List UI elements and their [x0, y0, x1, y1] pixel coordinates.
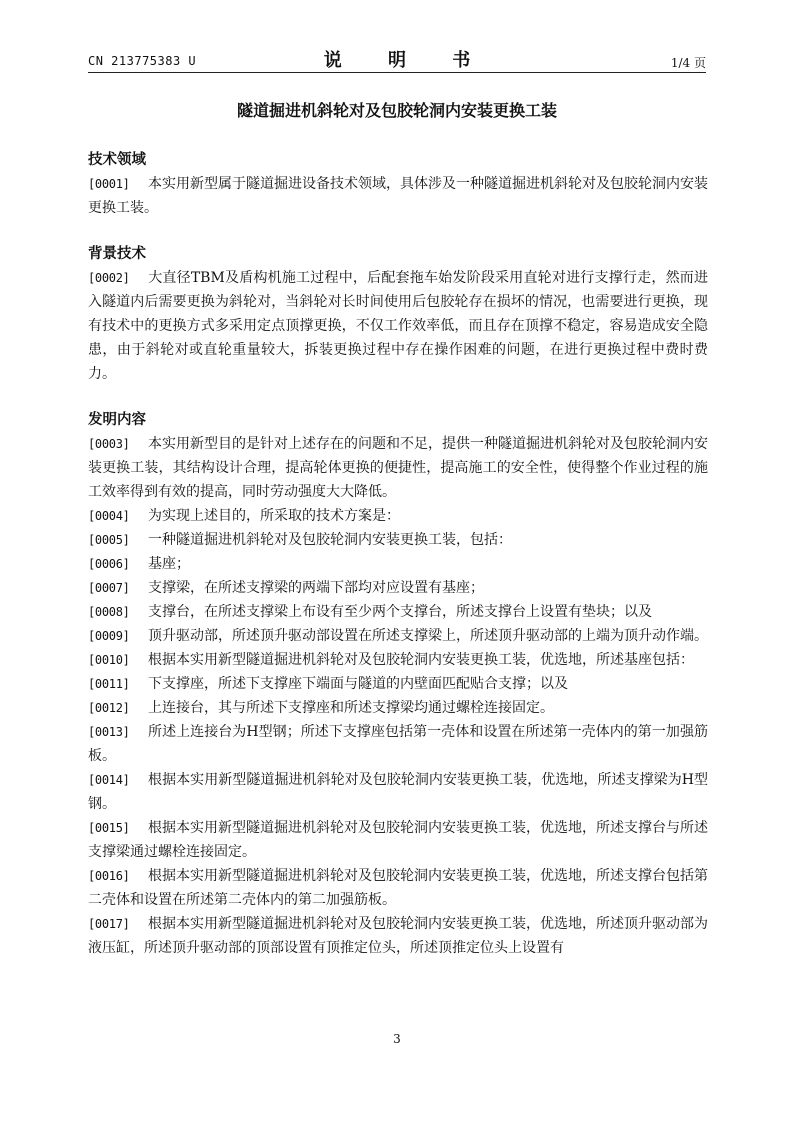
paragraph-number: [0016] [88, 869, 130, 883]
document-body [88, 148, 708, 960]
paragraph-text: 根据本实用新型隧道掘进机斜轮对及包胶轮洞内安装更换工装，优选地，所述支撑台与所述支撑梁通过螺栓连接固定。 [88, 820, 708, 860]
paragraph-number: [0017] [88, 917, 130, 931]
paragraph-number: [0013] [88, 725, 130, 739]
paragraph-number: [0001] [88, 177, 130, 191]
paragraph-number: [0012] [88, 701, 130, 715]
page-header [88, 46, 706, 71]
section-heading: 技术领域 [88, 152, 146, 168]
paragraph-text: 基座； [148, 556, 190, 572]
paragraph-number: [0009] [88, 629, 130, 643]
page-number: 3 [393, 1032, 401, 1046]
section-heading: 发明内容 [88, 412, 146, 428]
paragraph-text: 大直径TBM及盾构机施工过程中，后配套拖车始发阶段采用直轮对进行支撑行走，然而进入隧道内后需要更换为斜轮对，当斜轮对长时间使用后包胶轮存在损坏的情况，也需要进行更换，现有技术中的更换方式多采用定点顶撑更换，不仅工作效率低，而且存在顶撑不稳定，容易造成安全隐患，由于斜轮对或直轮重量较大，拆装更换过程中存在操作困难的问题，在进行更换过程中费时费力。 [88, 270, 708, 382]
paragraph-text: 本实用新型属于隧道掘进设备技术领域，具体涉及一种隧道掘进机斜轮对及包胶轮洞内安装更换工装。 [88, 176, 708, 216]
paragraph-text: 根据本实用新型隧道掘进机斜轮对及包胶轮洞内安装更换工装，优选地，所述支撑台包括第二壳体和设置在所述第二壳体内的第二加强筋板。 [88, 868, 708, 908]
paragraph [88, 600, 708, 624]
paragraph-number: [0006] [88, 557, 130, 571]
document-title: 隧道掘进机斜轮对及包胶轮洞内安装更换工装 [236, 101, 557, 120]
paragraph-number: [0011] [88, 677, 130, 691]
paragraph [88, 864, 708, 912]
paragraph [88, 266, 708, 386]
paragraph-number: [0007] [88, 581, 130, 595]
paragraph-text: 为实现上述目的，所采取的技术方案是： [148, 508, 400, 524]
paragraph-text: 根据本实用新型隧道掘进机斜轮对及包胶轮洞内安装更换工装，优选地，所述支撑梁为H型钢。 [88, 772, 708, 812]
paragraph-number: [0002] [88, 271, 130, 285]
paragraph-text: 所述上连接台为H型钢；所述下支撑座包括第一壳体和设置在所述第一壳体内的第一加强筋板。 [88, 724, 708, 764]
paragraph [88, 552, 708, 576]
paragraph-text: 下支撑座，所述下支撑座下端面与隧道的内壁面匹配贴合支撑；以及 [148, 676, 568, 692]
paragraph [88, 912, 708, 960]
paragraph [88, 504, 708, 528]
paragraph-text: 上连接台，其与所述下支撑座和所述支撑梁均通过螺栓连接固定。 [148, 700, 554, 716]
section-spacer [88, 386, 708, 408]
patent-number: CN 213775383 U [88, 54, 197, 68]
paragraph [88, 432, 708, 504]
page-indicator: 1/4 页 [670, 56, 706, 70]
paragraph [88, 624, 708, 648]
paragraph-text: 顶升驱动部，所述顶升驱动部设置在所述支撑梁上，所述顶升驱动部的上端为顶升动作端。 [148, 628, 708, 644]
paragraph-text: 支撑梁，在所述支撑梁的两端下部均对应设置有基座； [148, 580, 484, 596]
paragraph [88, 172, 708, 220]
paragraph-number: [0010] [88, 653, 130, 667]
paragraph-text: 根据本实用新型隧道掘进机斜轮对及包胶轮洞内安装更换工装，优选地，所述顶升驱动部为液压缸，所述顶升驱动部的顶部设置有顶推定位头，所述顶推定位头上设置有 [88, 916, 708, 956]
paragraph [88, 768, 708, 816]
section-heading: 背景技术 [88, 246, 146, 262]
paragraph [88, 696, 708, 720]
paragraph-text: 支撑台，在所述支撑梁上布设有至少两个支撑台，所述支撑台上设置有垫块；以及 [148, 604, 652, 620]
paragraph-number: [0005] [88, 533, 130, 547]
paragraph-text: 本实用新型目的是针对上述存在的问题和不足，提供一种隧道掘进机斜轮对及包胶轮洞内安装更换工装，其结构设计合理，提高轮体更换的便捷性，提高施工的安全性，使得整个作业过程的施工效率得到有效的提高，同时劳动强度大大降低。 [88, 436, 708, 500]
paragraph [88, 576, 708, 600]
paragraph-number: [0015] [88, 821, 130, 835]
section-spacer [88, 220, 708, 242]
paragraph [88, 816, 708, 864]
document-type: 说 明 书 [323, 50, 491, 71]
paragraph-text: 根据本实用新型隧道掘进机斜轮对及包胶轮洞内安装更换工装，优选地，所述基座包括： [148, 652, 694, 668]
paragraph-number: [0003] [88, 437, 130, 451]
paragraph [88, 672, 708, 696]
paragraph-number: [0014] [88, 773, 130, 787]
paragraph [88, 720, 708, 768]
paragraph [88, 648, 708, 672]
header-divider [88, 72, 706, 73]
paragraph-text: 一种隧道掘进机斜轮对及包胶轮洞内安装更换工装，包括： [148, 532, 512, 548]
paragraph-number: [0004] [88, 509, 130, 523]
paragraph [88, 528, 708, 552]
paragraph-number: [0008] [88, 605, 130, 619]
